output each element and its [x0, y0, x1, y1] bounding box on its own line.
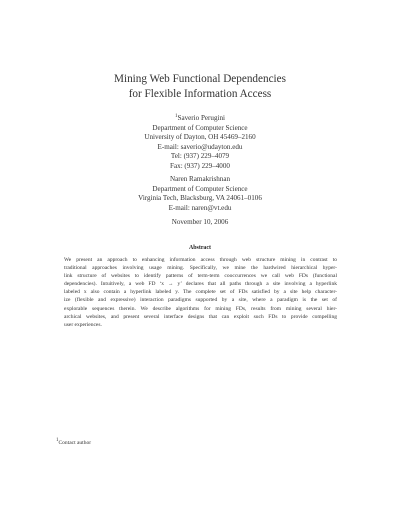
- abstract-line: ize (flexible and expressive) interaction paradigms supported by a site, where a paradigm is the set of: [64, 297, 337, 304]
- abstract-line: archical websites, and present several interface designs that can exploit such FDs to provide compelling: [64, 313, 337, 320]
- author-2-affiliation: Virginia Tech, Blacksburg, VA 24061–0106: [138, 194, 262, 203]
- abstract-line: labeled x also contain a hyperlink labeled y. The complete set of FDs satisfied by a site help character-: [64, 289, 337, 296]
- footnote-text: Contact author: [58, 440, 92, 446]
- abstract-line: link structure of websites to identify patterns of term-term cooccurrences we call web FDs (functional: [64, 273, 337, 280]
- author-1-email: E-mail: saverio@udayton.edu: [157, 142, 243, 151]
- paper-title: [0, 72, 400, 102]
- author-2-name: Naren Ramakrishnan: [169, 175, 231, 183]
- abstract-line: traditional approaches involving usage mining. Specifically, we mine the hardwired hierarchical hyper-: [64, 265, 337, 272]
- abstract-line: dependencies). Intuitively, a web FD ‘x → y’ declares that all paths through a site involving a hyperlink: [64, 281, 337, 288]
- author-2-email: E-mail: naren@vt.edu: [168, 203, 232, 212]
- abstract-heading: Abstract: [189, 245, 211, 251]
- author-1-department: Department of Computer Science: [152, 123, 248, 132]
- author-1-name: Saverio Perugini: [177, 114, 225, 122]
- author-1-fax: Fax: (937) 229–4000: [170, 161, 230, 170]
- abstract-line: user experiences.: [64, 321, 102, 328]
- author-1-name-line: [0, 112, 400, 124]
- footnote: [56, 438, 91, 446]
- author-1-affiliation: University of Dayton, OH 45469–2160: [144, 133, 256, 142]
- abstract-line: We present an approach to enhancing information access through web structure mining in contrast to: [64, 257, 337, 263]
- author-1-footnote-marker: 1: [175, 114, 178, 119]
- author-2-department: Department of Computer Science: [152, 184, 248, 193]
- author-2-block: [0, 175, 400, 213]
- author-1-block: [0, 112, 400, 172]
- abstract-line: explorable sequences therein. We describe algorithms for mining FDs, results from mining several hier-: [64, 305, 337, 312]
- abstract-body: [64, 256, 337, 329]
- paper-date: November 10, 2006: [171, 218, 229, 226]
- title-line-2: for Flexible Information Access: [128, 88, 272, 100]
- author-1-tel: Tel: (937) 229–4079: [170, 152, 230, 161]
- footnote-marker: 1: [56, 438, 59, 443]
- title-line-1: Mining Web Functional Dependencies: [114, 73, 286, 85]
